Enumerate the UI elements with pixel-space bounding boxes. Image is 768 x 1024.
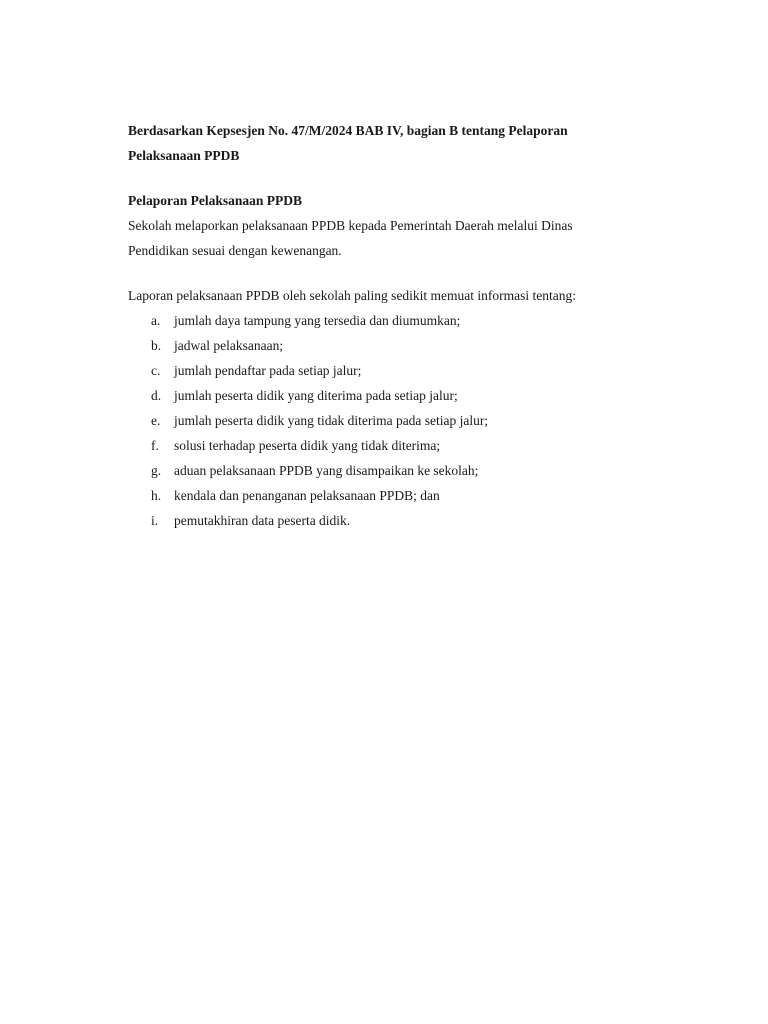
list-intro: Laporan pelaksanaan PPDB oleh sekolah paling sedikit memuat informasi tentang: [128, 288, 577, 303]
list-marker: c. [151, 363, 161, 378]
list-marker: h. [151, 488, 162, 503]
paragraph-line-2: Pendidikan sesuai dengan kewenangan. [128, 243, 342, 258]
section-title: Pelaporan Pelaksanaan PPDB [128, 193, 303, 208]
list-marker: f. [151, 438, 159, 453]
list-marker: a. [151, 313, 161, 328]
list-item [128, 508, 658, 533]
list-item-text: jumlah peserta didik yang diterima pada setiap jalur; [174, 388, 458, 403]
info-list [128, 308, 658, 533]
list-item [128, 308, 658, 333]
list-item [128, 433, 658, 458]
list-item [128, 458, 658, 483]
paragraph-line-1: Sekolah melaporkan pelaksanaan PPDB kepada Pemerintah Daerah melalui Dinas [128, 218, 573, 233]
list-item-text: jumlah peserta didik yang tidak diterima pada setiap jalur; [174, 413, 489, 428]
document-body [128, 118, 658, 533]
list-item [128, 383, 658, 408]
list-item-text: jumlah daya tampung yang tersedia dan diumumkan; [174, 313, 461, 328]
list-item-text: jadwal pelaksanaan; [174, 338, 284, 353]
list-marker: e. [151, 413, 161, 428]
list-item [128, 358, 658, 383]
list-item [128, 483, 658, 508]
spacer [128, 168, 658, 188]
heading-line-2: Pelaksanaan PPDB [128, 148, 240, 163]
heading-line-1: Berdasarkan Kepsesjen No. 47/M/2024 BAB IV, bagian B tentang Pelaporan [128, 123, 568, 138]
list-marker: g. [151, 463, 162, 478]
list-item-text: pemutakhiran data peserta didik. [174, 513, 351, 528]
list-item-text: jumlah pendaftar pada setiap jalur; [174, 363, 362, 378]
list-marker: b. [151, 338, 162, 353]
list-marker: d. [151, 388, 162, 403]
list-marker: i. [151, 513, 159, 528]
list-item [128, 333, 658, 358]
list-item [128, 408, 658, 433]
list-item-text: aduan pelaksanaan PPDB yang disampaikan ke sekolah; [174, 463, 479, 478]
list-item-text: solusi terhadap peserta didik yang tidak diterima; [174, 438, 441, 453]
spacer [128, 263, 658, 283]
list-item-text: kendala dan penanganan pelaksanaan PPDB; dan [174, 488, 440, 503]
